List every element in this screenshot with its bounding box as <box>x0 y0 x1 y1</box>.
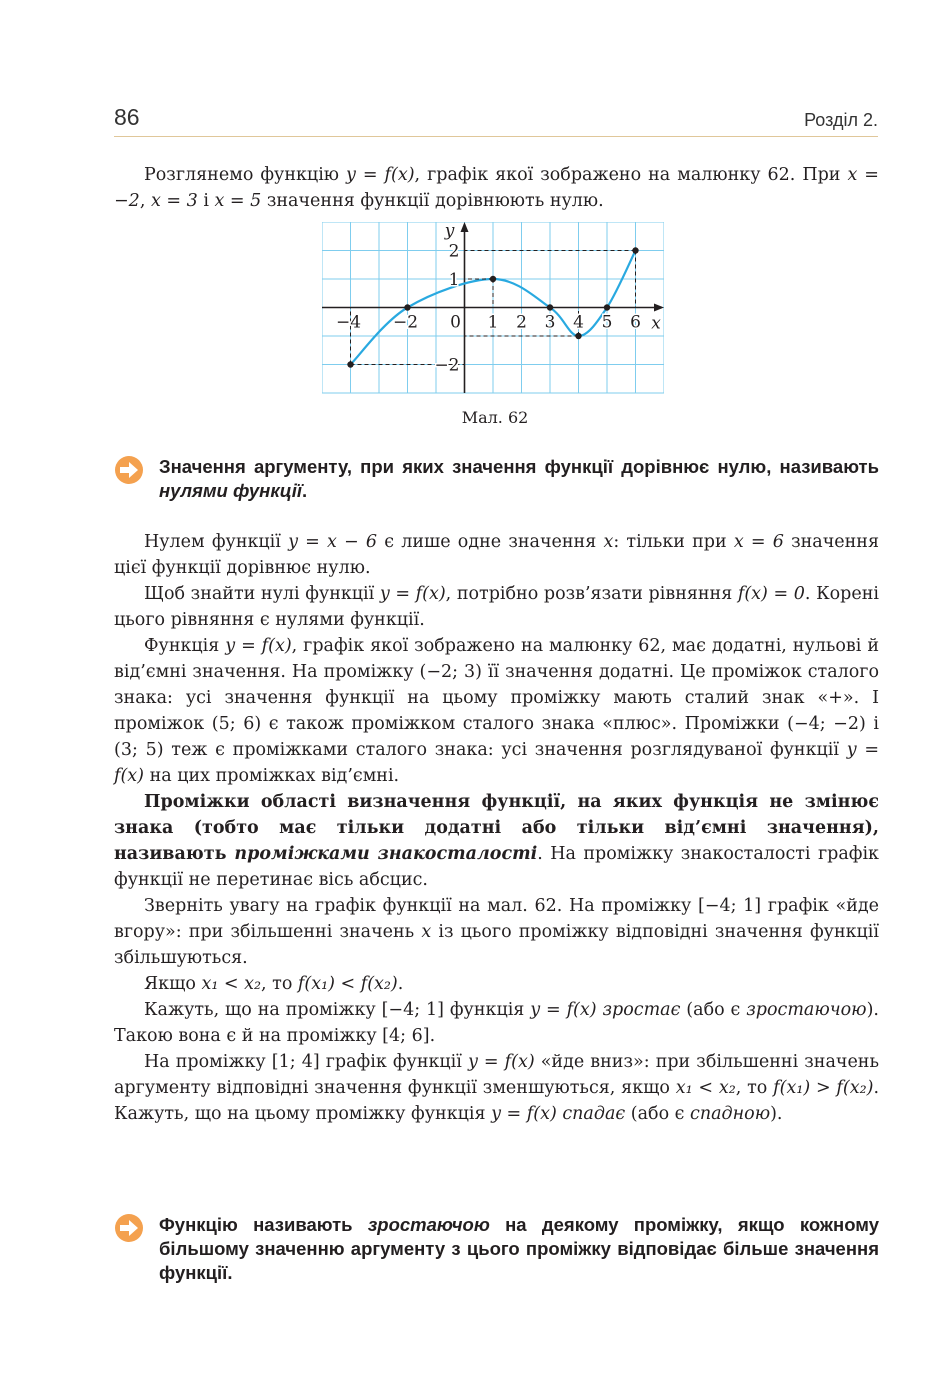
key-point <box>547 304 553 310</box>
origin-label: 0 <box>450 312 461 333</box>
x-tick-label: 5 <box>601 312 613 333</box>
x-tick-label: 3 <box>544 312 556 333</box>
y-tick-label: 1 <box>448 270 460 290</box>
arrow-right-icon <box>114 1213 144 1243</box>
x-tick-label: 1 <box>487 312 499 333</box>
definition-zeros: Значення аргументу, при яких значення функції дорівнює нулю, називають нулями функції. <box>114 455 879 503</box>
body-text <box>114 529 879 1127</box>
x-axis-arrow <box>654 304 664 312</box>
arrow-right-icon <box>114 455 144 485</box>
section-title: Розділ 2. <box>804 110 878 130</box>
key-point <box>604 304 610 310</box>
paragraph-2: Щоб знайти нулі функції y = f(x), потрібно розв’язати рівняння f(x) = 0. Корені цього рівняння є нулями функції. <box>114 584 879 630</box>
x-tick-label: −4 <box>335 312 362 333</box>
key-point <box>404 304 410 310</box>
paragraph-5: Зверніть увагу на графік функції на мал. 62. На проміжку [−4; 1] графік «йде вгору»: при збільшенні значень x із цього проміжку відповідні значення функції збільшуються. <box>114 896 879 968</box>
y-tick-label: 2 <box>448 241 460 262</box>
x-tick-label: 6 <box>630 312 641 333</box>
paragraph-8: На проміжку [1; 4] графік функції y = f(x) «йде вниз»: при збільшенні значень аргументу відповідні значення функції зменшуються, якщо x₁ < x₂, то f(x₁) > f(x₂). Кажуть, що на цьому проміжку функція y = f(x) спадає (або є спадною). <box>114 1052 880 1124</box>
key-point <box>347 361 353 367</box>
x-tick-label: −2 <box>392 312 419 333</box>
function-graph <box>322 222 664 394</box>
paragraph-7: Кажуть, що на проміжку [−4; 1] функція y = f(x) зростає (або є зростаючою). Такою вона є й на проміжку [4; 6]. <box>114 1000 879 1046</box>
y-tick-label: −2 <box>434 355 460 376</box>
y-axis-arrow <box>461 222 469 232</box>
page-number: 86 <box>114 104 140 130</box>
page-header <box>114 104 878 137</box>
y-axis-label: y <box>444 222 455 241</box>
figure-caption: Мал. 62 <box>461 408 529 427</box>
paragraph-4: Проміжки області визначення функції, на яких функція не змінює знака (тобто має тільки додатні або тільки від’ємні значення), називають проміжками знакосталості. На проміжку знакосталості графік функції не перетинає вісь абсцис. <box>114 792 879 890</box>
paragraph-6: Якщо x₁ < x₂, то f(x₁) < f(x₂). <box>144 974 404 994</box>
x-axis-label: x <box>651 313 661 334</box>
intro-paragraph: Розглянемо функцію y = f(x), графік якої зображено на малюнку 62. При x = −2, x = 3 і x = 5 значення функції дорівнюють нулю. <box>114 165 879 211</box>
paragraph-1: Нулем функції y = x − 6 є лише одне значення x: тільки при x = 6 значення цієї функції дорівнює нулю. <box>114 532 880 578</box>
x-tick-label: 2 <box>516 312 527 333</box>
definition-increasing: Функцію називають зростаючою на деякому проміжку, якщо кожному більшому значенню аргументу з цього проміжку відповідає більше значення функції. <box>114 1213 879 1285</box>
key-point <box>632 247 638 253</box>
paragraph-3: Функція y = f(x), графік якої зображено на малюнку 62, має додатні, нульові й від’ємні значення. На проміжку (−2; 3) її значення додатні. Це проміжок сталого знака: усі значення функції на цьому проміжку мають сталий знак «+». І проміжок (5; 6) є також проміжком сталого знака «плюс». Проміжки (−4; −2) і (3; 5) теж є проміжками сталого знака: усі значення розглядуваної функції y = f(x) на цих проміжках від’ємні. <box>114 636 879 786</box>
key-point <box>575 333 581 339</box>
x-tick-label: 4 <box>573 312 584 333</box>
key-point <box>490 276 496 282</box>
